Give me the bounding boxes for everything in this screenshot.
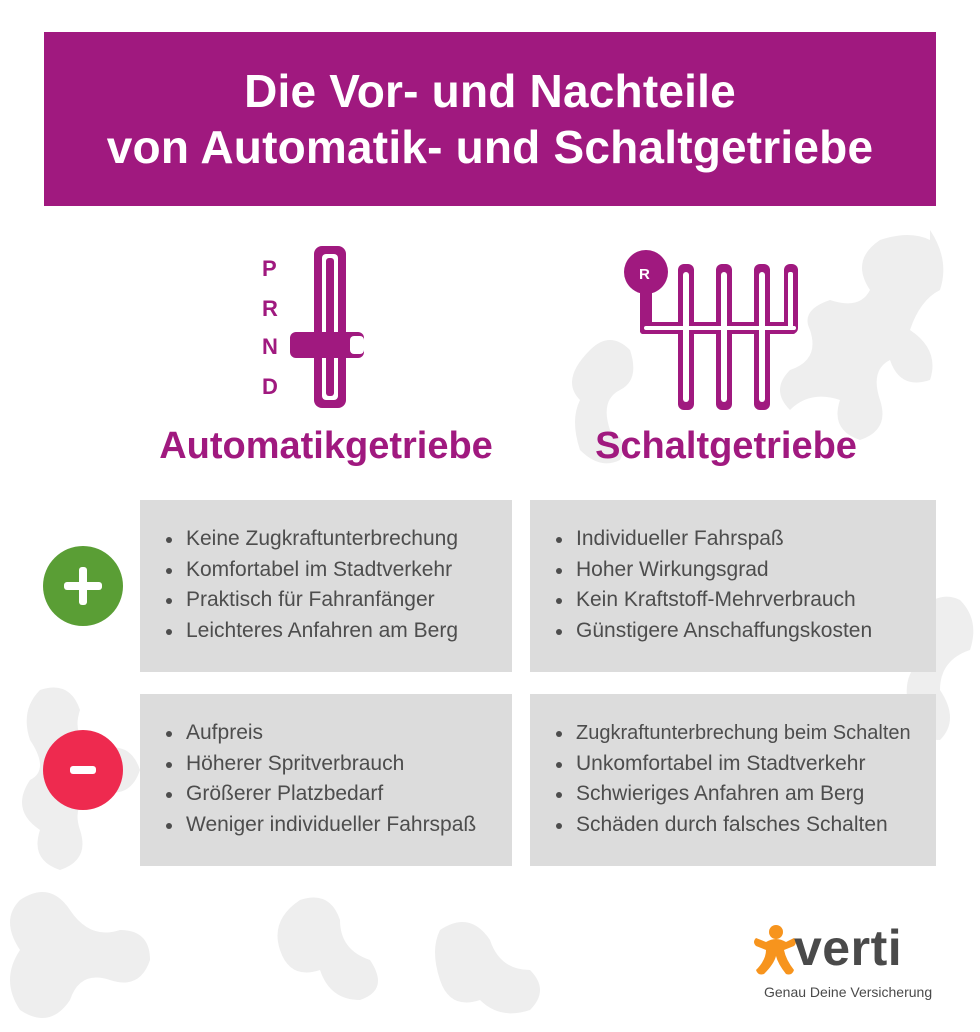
plus-icon (43, 546, 123, 626)
list-item: Weniger individueller Fahrspaß (186, 810, 492, 841)
shift-letter-r: R (262, 296, 278, 321)
shift-letter-d: D (262, 374, 278, 399)
cons-list-manual (554, 718, 916, 840)
list-item: Praktisch für Fahranfänger (186, 585, 492, 616)
gear-knob-label: R (639, 266, 650, 283)
list-item: Leichteres Anfahren am Berg (186, 616, 492, 647)
list-item: Größerer Platzbedarf (186, 779, 492, 810)
minus-icon (43, 730, 123, 810)
verti-star-icon (752, 922, 800, 982)
manual-gear-pattern-icon (620, 246, 800, 414)
page-title-line-2: von Automatik- und Schaltgetriebe (106, 121, 874, 173)
list-item: Unkomfortabel im Stadtverkehr (576, 749, 916, 780)
column-title-manual: Schaltgetriebe (595, 425, 857, 467)
list-item: Aufpreis (186, 718, 492, 749)
column-title-automatic: Automatikgetriebe (159, 425, 493, 467)
page-header (44, 32, 936, 206)
list-item: Hoher Wirkungsgrad (576, 555, 916, 586)
brand-name: verti (794, 920, 903, 976)
list-item: Höherer Spritverbrauch (186, 749, 492, 780)
list-item: Schwieriges Anfahren am Berg (576, 779, 916, 810)
pros-list-automatic (164, 524, 492, 646)
list-item: Keine Zugkraftunterbrechung (186, 524, 492, 555)
list-item: Zugkraftunterbrechung beim Schalten (576, 718, 916, 749)
list-item: Komfortabel im Stadtverkehr (186, 555, 492, 586)
verti-logo (752, 916, 952, 1006)
cons-list-automatic (164, 718, 492, 840)
brand-tagline: Genau Deine Versicherung (764, 984, 933, 1000)
pros-panel-automatic (140, 500, 512, 672)
list-item: Individueller Fahrspaß (576, 524, 916, 555)
cons-panel-automatic (140, 694, 512, 866)
shift-letter-p: P (262, 256, 277, 281)
pros-panel-manual (530, 500, 936, 672)
list-item: Günstigere Anschaffungskosten (576, 616, 916, 647)
list-item: Schäden durch falsches Schalten (576, 810, 916, 841)
pros-list-manual (554, 524, 916, 646)
shift-letter-n: N (262, 334, 278, 359)
automatic-shifter-icon (246, 240, 376, 412)
cons-panel-manual (530, 694, 936, 866)
page-title-line-1: Die Vor- und Nachteile (244, 65, 736, 117)
list-item: Kein Kraftstoff-Mehrverbrauch (576, 585, 916, 616)
